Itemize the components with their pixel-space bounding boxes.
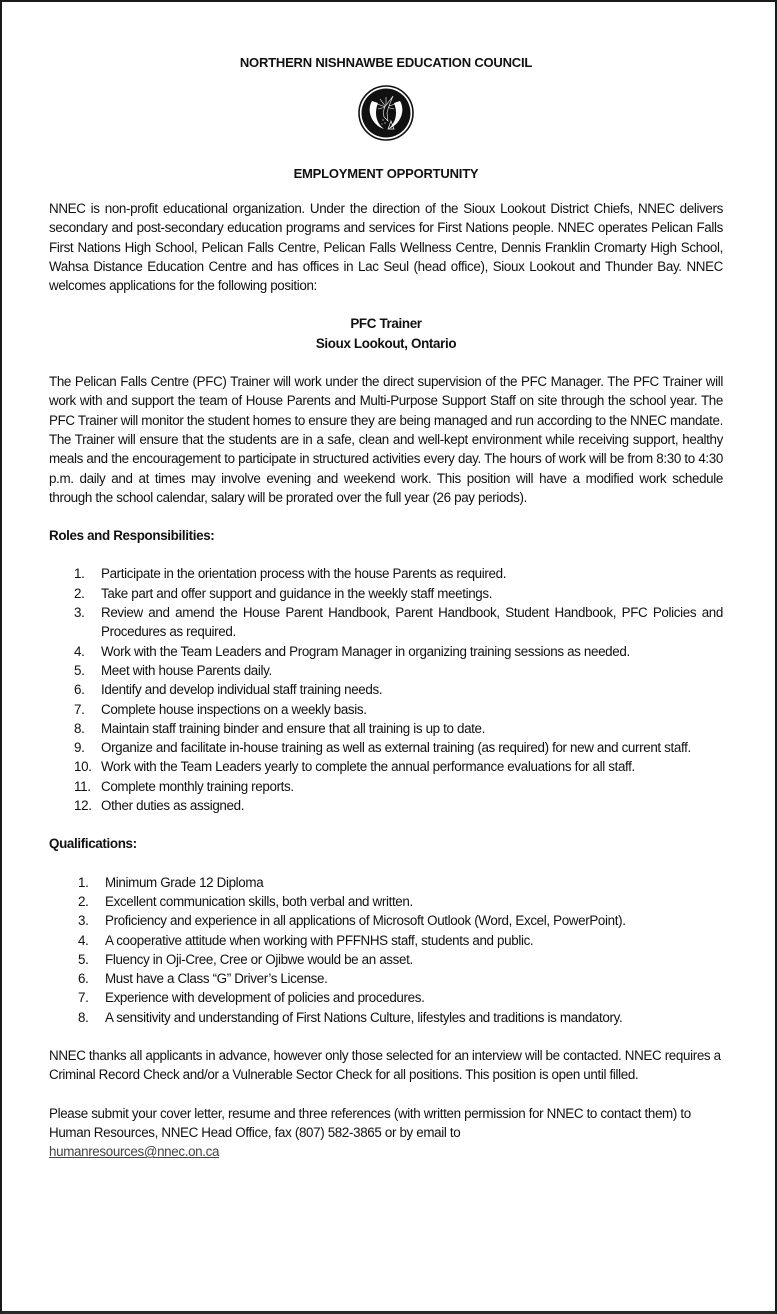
list-text: Proficiency and experience in all applications of Microsoft Outlook (Word, Excel, PowerPoint). [105,913,626,929]
list-number: 1. [74,566,85,582]
list-item [49,757,723,776]
list-item [49,969,723,988]
list-text: Excellent communication skills, both verbal and written. [105,893,413,909]
roles-heading: Roles and Responsibilities: [49,528,215,544]
list-text: Complete house inspections on a weekly basis. [101,701,367,717]
list-number: 3. [78,913,89,929]
intro-paragraph: NNEC is non-profit educational organization. Under the direction of the Sioux Lookout District Chiefs, NNEC delivers secondary and post-secondary education programs and services for First Nations people. NNEC operates Pelican Falls First Nations High School, Pelican Falls Centre, Pelican Falls Wellness Centre, Dennis Franklin Cromarty High School, Wahsa Distance Education Centre and has offices in Lac Seul (head office), Sioux Lookout and Thunder Bay. NNEC welcomes applications for the following position: [49,201,723,294]
list-item [49,796,723,815]
list-item [49,603,723,642]
position-location: Sioux Lookout, Ontario [315,335,457,351]
list-number: 12. [74,798,92,814]
list-text: A cooperative attitude when working with PFFNHS staff, students and public. [105,932,534,948]
list-number: 6. [78,971,89,987]
list-text: Must have a Class “G” Driver’s License. [105,971,328,987]
list-text: Participate in the orientation process with the house Parents as required. [101,566,507,582]
qualifications-list [49,873,723,1027]
position-block [49,314,723,353]
list-item [49,892,723,911]
list-number: 3. [74,605,85,621]
list-item [49,931,723,950]
list-item [49,950,723,969]
list-number: 10. [74,759,92,775]
qualifications-heading: Qualifications: [49,836,137,852]
nnec-bird-emblem-icon [358,85,414,141]
list-text: Work with the Team Leaders yearly to complete the annual performance evaluations for all staff. [101,759,635,775]
list-number: 2. [78,893,89,909]
list-number: 4. [78,932,89,948]
list-text: Complete monthly training reports. [101,778,294,794]
list-item [49,700,723,719]
list-item [49,1008,723,1027]
list-item [49,642,723,661]
list-number: 5. [74,662,85,678]
closing-paragraph: NNEC thanks all applicants in advance, however only those selected for an interview will be contacted. NNEC requires a Criminal Record Check and/or a Vulnerable Sector Check for all positions. This position is open until filled. [49,1047,721,1083]
list-item [49,719,723,738]
list-text: Other duties as assigned. [101,798,245,814]
list-number: 1. [78,874,89,890]
organization-title: NORTHERN NISHNAWBE EDUCATION COUNCIL [239,55,533,70]
submission-paragraph [49,1104,723,1162]
submission-text: Please submit your cover letter, resume and three references (with written permission for NNEC to contact them) to Human Resources, NNEC Head Office, fax (807) 582-3865 or by email to [49,1105,691,1140]
list-text: Identify and develop individual staff training needs. [101,682,383,698]
list-number: 8. [78,1009,89,1025]
list-number: 8. [74,720,85,736]
list-number: 5. [78,951,89,967]
list-item [49,988,723,1007]
list-number: 7. [78,990,89,1006]
list-text: Experience with development of policies and procedures. [105,990,425,1006]
list-text: Fluency in Oji-Cree, Cree or Ojibwe would be an asset. [105,951,413,967]
document-content [49,55,723,1161]
list-number: 2. [74,585,85,601]
employment-opportunity-title: EMPLOYMENT OPPORTUNITY [293,166,479,181]
list-item [49,738,723,757]
list-text: Meet with house Parents daily. [101,662,272,678]
list-item [49,680,723,699]
list-item [49,873,723,892]
logo-container [49,85,723,141]
list-text: Minimum Grade 12 Diploma [105,874,264,890]
list-text: Review and amend the House Parent Handbook, Parent Handbook, Student Handbook, PFC Policies and Procedures as required. [101,605,723,640]
list-number: 11. [74,778,91,794]
position-description: The Pelican Falls Centre (PFC) Trainer will work under the direct supervision of the PFC Manager. The PFC Trainer will work with and support the team of House Parents and Multi-Purpose Support Staff on site through the school year. The PFC Trainer will monitor the student homes to ensure they are being managed and run according to the NNEC mandate. The Trainer will ensure that the students are in a safe, clean and well-kept environment while receiving support, healthy meals and the encouragement to participate in structured activities every day. The hours of work will be from 8:30 to 4:30 p.m. daily and at times may involve evening and weekend work. This position will have a modified work schedule through the school calendar, salary will be prorated over the full year (26 pay periods). [49,374,723,505]
list-text: Take part and offer support and guidance in the weekly staff meetings. [101,585,493,601]
list-text: Maintain staff training binder and ensure that all training is up to date. [101,720,486,736]
list-text: A sensitivity and understanding of First Nations Culture, lifestyles and traditions is mandatory. [105,1009,623,1025]
list-item [49,584,723,603]
list-number: 6. [74,682,85,698]
list-number: 9. [74,740,85,756]
list-item [49,564,723,583]
roles-list [49,564,723,815]
position-title: PFC Trainer [350,316,422,332]
list-number: 7. [74,701,85,717]
list-item [49,911,723,930]
list-text: Work with the Team Leaders and Program Manager in organizing training sessions as needed. [101,643,630,659]
list-number: 4. [74,643,85,659]
list-text: Organize and facilitate in-house training as well as external training (as required) for new and current staff. [101,740,691,756]
list-item [49,777,723,796]
list-item [49,661,723,680]
email-link[interactable]: humanresources@nnec.on.ca [49,1144,220,1160]
